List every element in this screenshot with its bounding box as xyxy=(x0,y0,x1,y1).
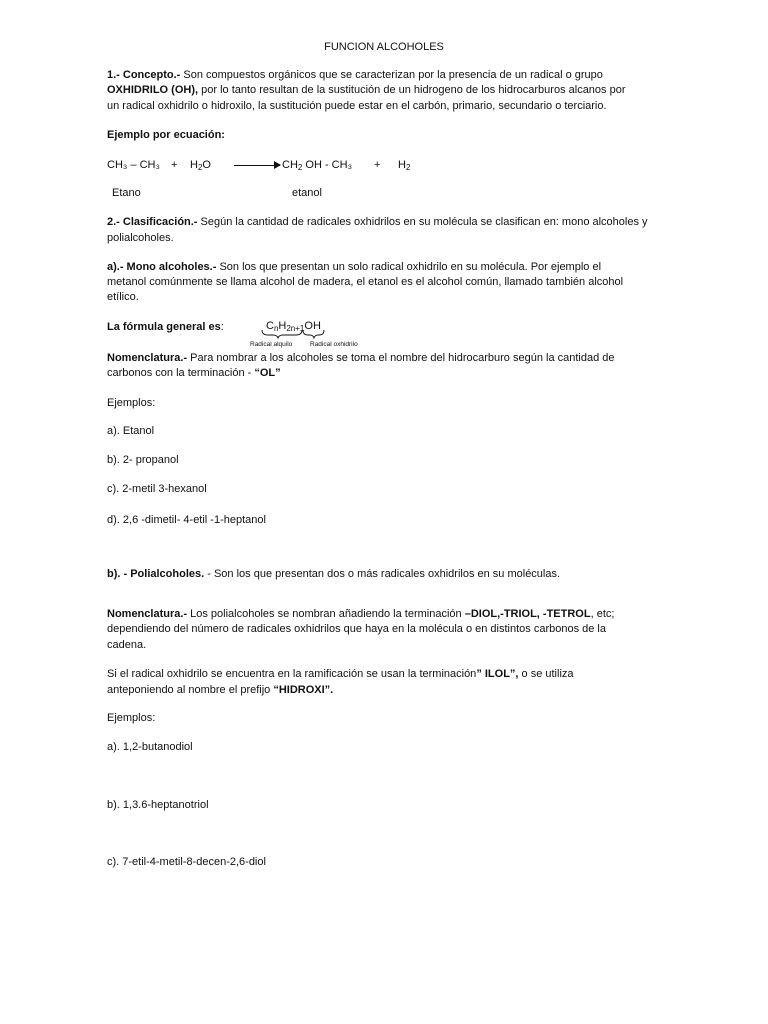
polialcoholes-line: b). - Polialcoholes. - Son los que presentan dos o más radicales oxhidrilos en su moléculas. xyxy=(107,568,561,580)
ejemplo-item: c). 2-metil 3-hexanol xyxy=(107,483,207,495)
formula-braces-icon xyxy=(246,328,326,340)
reactant-water: $H_2O$ xyxy=(190,159,211,172)
product-hydrogen: $H_2$ xyxy=(398,159,411,172)
mono-label: a).- Mono alcoholes.- xyxy=(107,261,217,273)
product-ethanol: $CH_2$ OH - CH₃ xyxy=(282,159,353,172)
clasificacion-line-1: 2.- Clasificación.- Según la cantidad de radicales oxhidrilos en su molécula se clasifican en: mono alcoholes y xyxy=(107,216,648,228)
reactant-ethane: CH₃ – CH₃ xyxy=(107,159,160,171)
ramificacion-line-2: anteponiendo al nombre el prefijo “HIDROXI”. xyxy=(107,684,334,696)
mono-line-1: a).- Mono alcoholes.- Son los que presentan un solo radical oxhidrilo en su molécula. Por ejemplo el xyxy=(107,261,602,273)
ejemplos-2-heading: Ejemplos: xyxy=(107,712,156,724)
nomenclatura-2-line-1: Nomenclatura.- Los polialcoholes se nombran añadiendo la terminación –DIOL,-TRIOL, -TETROL, etc; xyxy=(107,608,615,620)
radical-alquilo-label: Radical alquilo xyxy=(250,341,293,348)
concepto-label: 1.- Concepto.- xyxy=(107,69,181,81)
clasificacion-line-2: polialcoholes. xyxy=(107,232,174,244)
reaction-arrow-icon xyxy=(230,158,284,173)
nomenclatura-2-line-3: cadena. xyxy=(107,639,147,651)
formula-label: La fórmula general es: xyxy=(107,321,224,333)
plus-sign-2: + xyxy=(374,159,381,171)
nomenclatura-2-label: Nomenclatura.- xyxy=(107,608,188,620)
nomenclatura-2-line-2: dependiendo del número de radicales oxhidrilos que haya en la molécula o en distintos carbonos de la xyxy=(107,623,606,635)
ramificacion-line-1: Si el radical oxhidrilo se encuentra en la ramificación se usan la terminación” ILOL”, o se utiliza xyxy=(107,668,574,680)
plus-sign-1: + xyxy=(171,159,178,171)
concepto-line-2: OXHIDRILO (OH), por lo tanto resultan de la sustitución de un hidrogeno de los hidrocarburos alcanos por xyxy=(107,84,626,96)
radical-oxhidrilo-label: Radical oxhidrilo xyxy=(310,341,358,348)
ejemplo-item: a). Etanol xyxy=(107,425,155,437)
nomenclatura-1-label: Nomenclatura.- xyxy=(107,352,188,364)
ejemplos-1-heading: Ejemplos: xyxy=(107,397,156,409)
ejemplo-item: b). 1,3.6-heptanotriol xyxy=(107,799,209,811)
ejemplo-ecuacion-heading: Ejemplo por ecuación: xyxy=(107,129,225,141)
clasificacion-label: 2.- Clasificación.- xyxy=(107,216,198,228)
oxhidrilo-term: OXHIDRILO (OH), xyxy=(107,84,199,96)
concepto-line-3: un radical oxhidrilo o hidroxilo, la sustitución puede estar en el carbón, primario, secundario o terciario. xyxy=(107,100,607,112)
polialcoholes-label: b). - Polialcoholes. xyxy=(107,568,205,580)
general-formula: $C_nH_{2n+1}OH$ xyxy=(266,320,321,333)
nomenclatura-1-line-2: carbonos con la terminación - “OL” xyxy=(107,367,281,379)
mono-line-2: metanol comúnmente se llama alcohol de madera, el etanol es el alcohol común, llamado también alcohol xyxy=(107,276,624,288)
document-title: FUNCION ALCOHOLES xyxy=(324,41,444,53)
name-etano: Etano xyxy=(112,187,141,199)
ejemplo-item: b). 2- propanol xyxy=(107,454,179,466)
ejemplo-item: a). 1,2-butanodiol xyxy=(107,741,193,753)
concepto-line-1: 1.- Concepto.- Son compuestos orgánicos que se caracterizan por la presencia de un radical o grupo xyxy=(107,69,603,81)
nomenclatura-1-line-1: Nomenclatura.- Para nombrar a los alcoholes se toma el nombre del hidrocarburo según la cantidad de xyxy=(107,352,615,364)
mono-line-3: etílico. xyxy=(107,291,139,303)
ejemplo-item: d). 2,6 -dimetil- 4-etil -1-heptanol xyxy=(107,514,266,526)
name-etanol: etanol xyxy=(292,187,322,199)
ejemplo-item: c). 7-etil-4-metil-8-decen-2,6-diol xyxy=(107,856,266,868)
